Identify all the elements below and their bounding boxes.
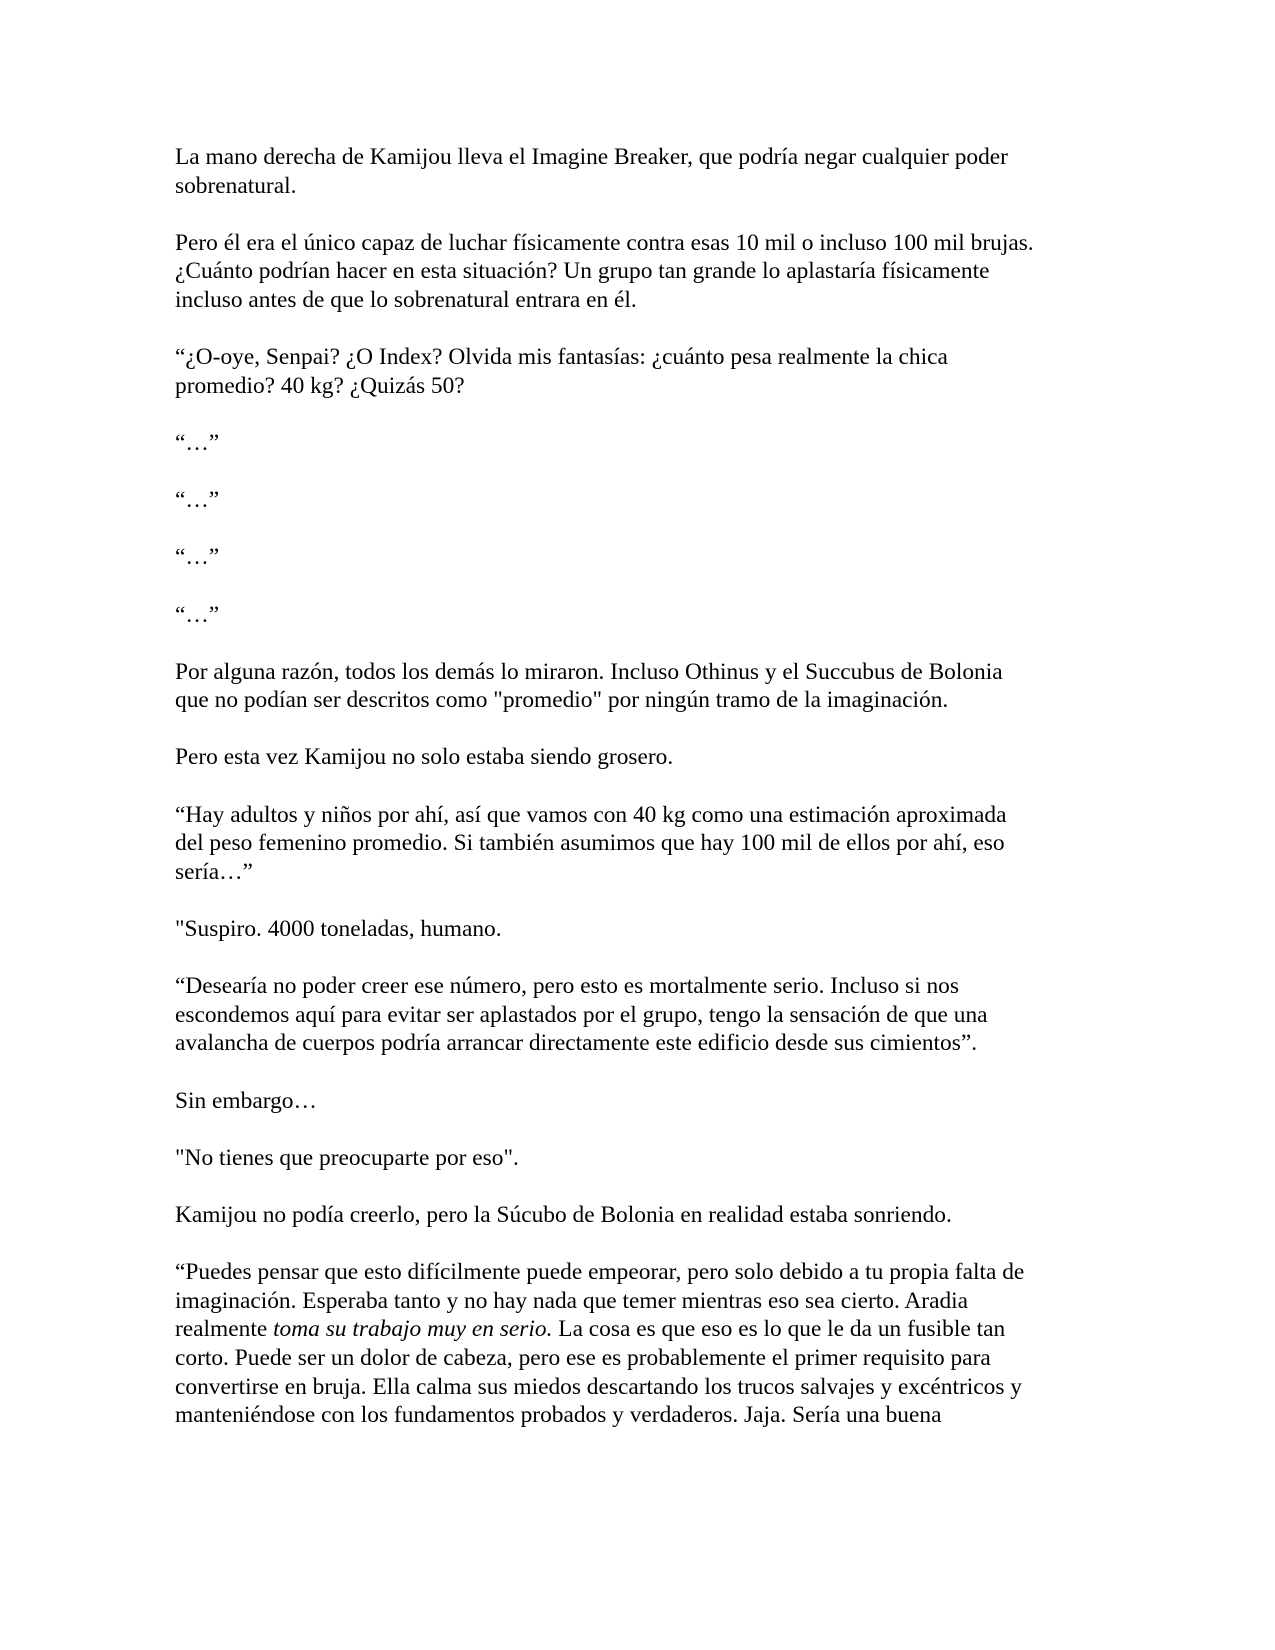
text-line: escondemos aquí para evitar ser aplastados por el grupo, tengo la sensación de que una [175, 1001, 988, 1028]
text-segment: realmente [175, 1316, 274, 1343]
text-line: “…” [175, 601, 220, 628]
text-line: imaginación. Esperaba tanto y no hay nada que temer mientras eso sea cierto. Aradia [175, 1287, 969, 1314]
paragraph [175, 343, 1095, 400]
paragraph [175, 972, 1095, 1058]
text-line: “…” [175, 487, 220, 514]
paragraph [175, 801, 1095, 887]
italic-text: toma su trabajo muy en serio. [273, 1316, 553, 1343]
text-segment: La cosa es que eso es lo que le da un fusible tan [552, 1316, 1006, 1343]
paragraph [175, 229, 1095, 315]
text-line: Pero esta vez Kamijou no solo estaba siendo grosero. [175, 744, 674, 771]
paragraph [175, 1087, 1095, 1116]
text-line: ¿Cuánto podrían hacer en esta situación? Un grupo tan grande lo aplastaría físicamente [175, 258, 990, 285]
paragraph [175, 1144, 1095, 1173]
text-line: “Hay adultos y niños por ahí, así que vamos con 40 kg como una estimación aproximada [175, 801, 1007, 828]
text-line: “Desearía no poder creer ese número, pero esto es mortalmente serio. Incluso si nos [175, 973, 959, 1000]
text-line: promedio? 40 kg? ¿Quizás 50? [175, 372, 465, 399]
text-line: incluso antes de que lo sobrenatural entrara en él. [175, 286, 637, 313]
paragraph [175, 429, 1095, 458]
text-line: Sin embargo… [175, 1087, 317, 1114]
text-line: sobrenatural. [175, 172, 297, 199]
text-line [175, 1315, 1095, 1344]
text-line: convertirse en bruja. Ella calma sus miedos descartando los trucos salvajes y excéntricos y [175, 1373, 1022, 1400]
paragraph-last [175, 1258, 1095, 1430]
text-line: manteniéndose con los fundamentos probados y verdaderos. Jaja. Sería una buena [175, 1402, 942, 1429]
paragraph [175, 143, 1095, 200]
text-line: Pero él era el único capaz de luchar físicamente contra esas 10 mil o incluso 100 mil brujas. [175, 229, 1034, 256]
paragraph [175, 1201, 1095, 1230]
text-line: Kamijou no podía creerlo, pero la Súcubo de Bolonia en realidad estaba sonriendo. [175, 1201, 952, 1228]
text-line: Por alguna razón, todos los demás lo miraron. Incluso Othinus y el Succubus de Bolonia [175, 658, 1003, 685]
paragraph [175, 658, 1095, 715]
document-page [175, 143, 1095, 1458]
text-line: “…” [175, 544, 220, 571]
text-line: corto. Puede ser un dolor de cabeza, pero ese es probablemente el primer requisito para [175, 1344, 991, 1371]
paragraph [175, 543, 1095, 572]
text-line: avalancha de cuerpos podría arrancar directamente este edificio desde sus cimientos”. [175, 1030, 978, 1057]
text-line: "Suspiro. 4000 toneladas, humano. [175, 916, 502, 943]
text-line: “¿O-oye, Senpai? ¿O Index? Olvida mis fantasías: ¿cuánto pesa realmente la chica [175, 344, 948, 371]
text-line: “…” [175, 429, 220, 456]
text-line: La mano derecha de Kamijou lleva el Imagine Breaker, que podría negar cualquier poder [175, 144, 1008, 170]
text-line: del peso femenino promedio. Si también asumimos que hay 100 mil de ellos por ahí, eso [175, 830, 1005, 857]
text-line: sería…” [175, 858, 253, 885]
paragraph-list [175, 143, 1095, 1230]
paragraph [175, 486, 1095, 515]
text-line: “Puedes pensar que esto difícilmente puede empeorar, pero solo debido a tu propia falta de [175, 1259, 1025, 1286]
paragraph [175, 743, 1095, 772]
text-line: que no podían ser descritos como "promedio" por ningún tramo de la imaginación. [175, 687, 949, 714]
paragraph [175, 601, 1095, 630]
text-line: "No tienes que preocuparte por eso". [175, 1144, 519, 1171]
paragraph [175, 915, 1095, 944]
